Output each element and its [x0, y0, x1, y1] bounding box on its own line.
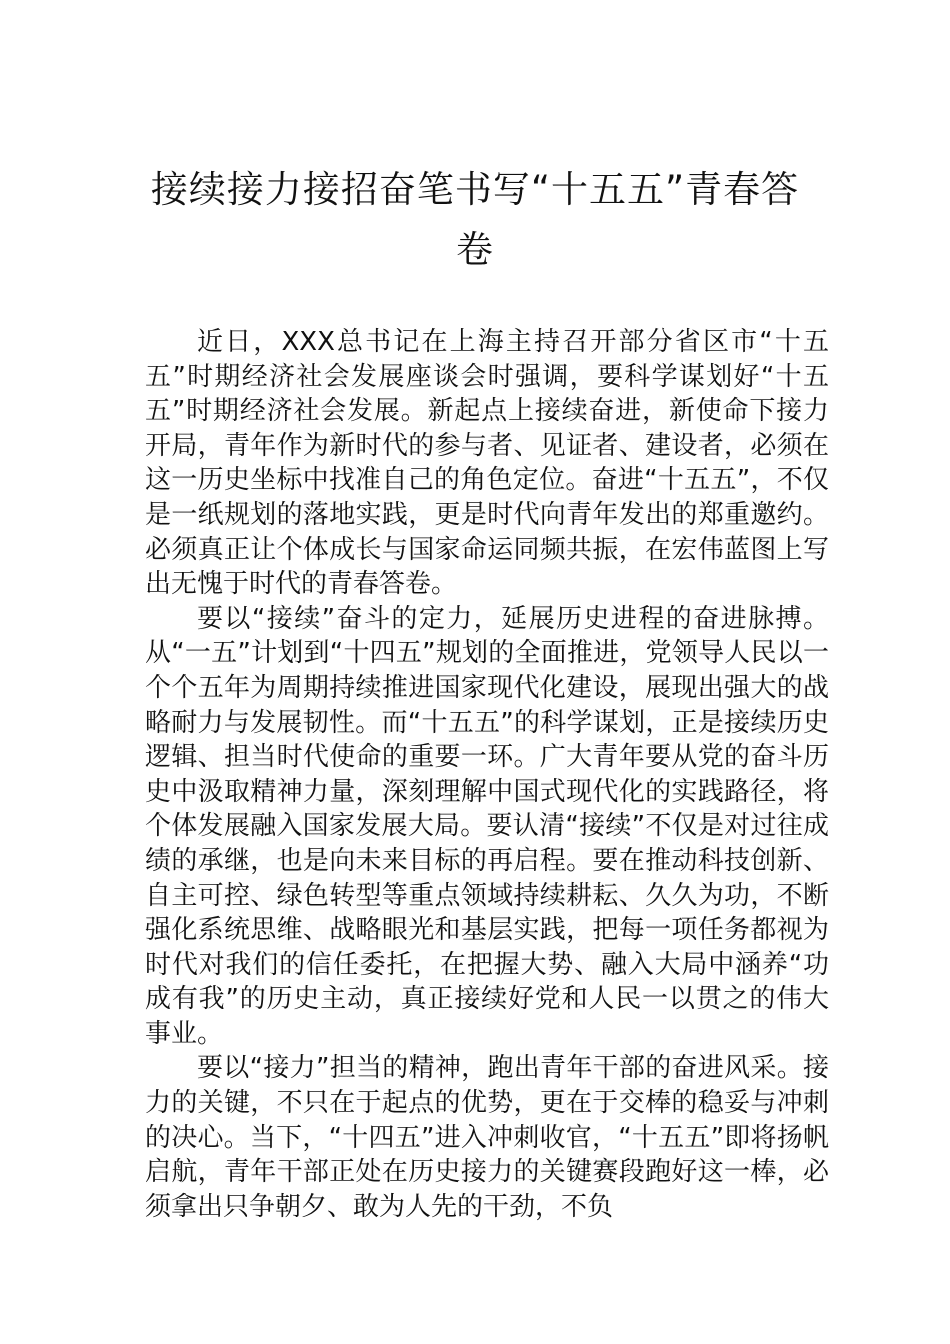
document-body	[145, 325, 829, 1224]
paragraph-relay: 要以“接力”担当的精神，跑出青年干部的奋进风采。接力的关键，不只在于起点的优势，更在于交棒的稳妥与冲刺的决心。当下，“十四五”进入冲刺收官，“十五五”即将扬帆启航，青年干部正处在历史接力的关键赛段跑好这一棒，必须拿出只争朝夕、敢为人先的干劲，不负	[145, 1053, 829, 1222]
paragraph-continuation: 要以“接续”奋斗的定力，延展历史进程的奋进脉搏。从“一五”计划到“十四五”规划的全面推进，党领导人民以一个个五年为周期持续推进国家现代化建设，展现出强大的战略耐力与发展韧性。而“十五五”的科学谋划，正是接续历史逻辑、担当时代使命的重要一环。广大青年要从党的奋斗历史中汲取精神力量，深刻理解中国式现代化的实践路径，将个体发展融入国家发展大局。要认清“接续”不仅是对过往成绩的承继，也是向未来目标的再启程。要在推动科技创新、自主可控、绿色转型等重点领域持续耕耘、久久为功，不断强化系统思维、战略眼光和基层实践，把每一项任务都视为时代对我们的信任委托，在把握大势、融入大局中涵养“功成有我”的历史主动，真正接续好党和人民一以贯之的伟大事业。	[145, 603, 829, 1049]
paragraph-intro: 近日，XXX总书记在上海主持召开部分省区市“十五五”时期经济社会发展座谈会时强调，要科学谋划好“十五五”时期经济社会发展。新起点上接续奋进，新使命下接力开局，青年作为新时代的参与者、见证者、建设者，必须在这一历史坐标中找准自己的角色定位。奋进“十五五”，不仅是一纸规划的落地实践，更是时代向青年发出的郑重邀约。必须真正让个体成长与国家命运同频共振，在宏伟蓝图上写出无愧于时代的青春答卷。	[145, 327, 829, 600]
document-title: 接续接力接招奋笔书写“十五五”青春答卷	[150, 168, 800, 271]
